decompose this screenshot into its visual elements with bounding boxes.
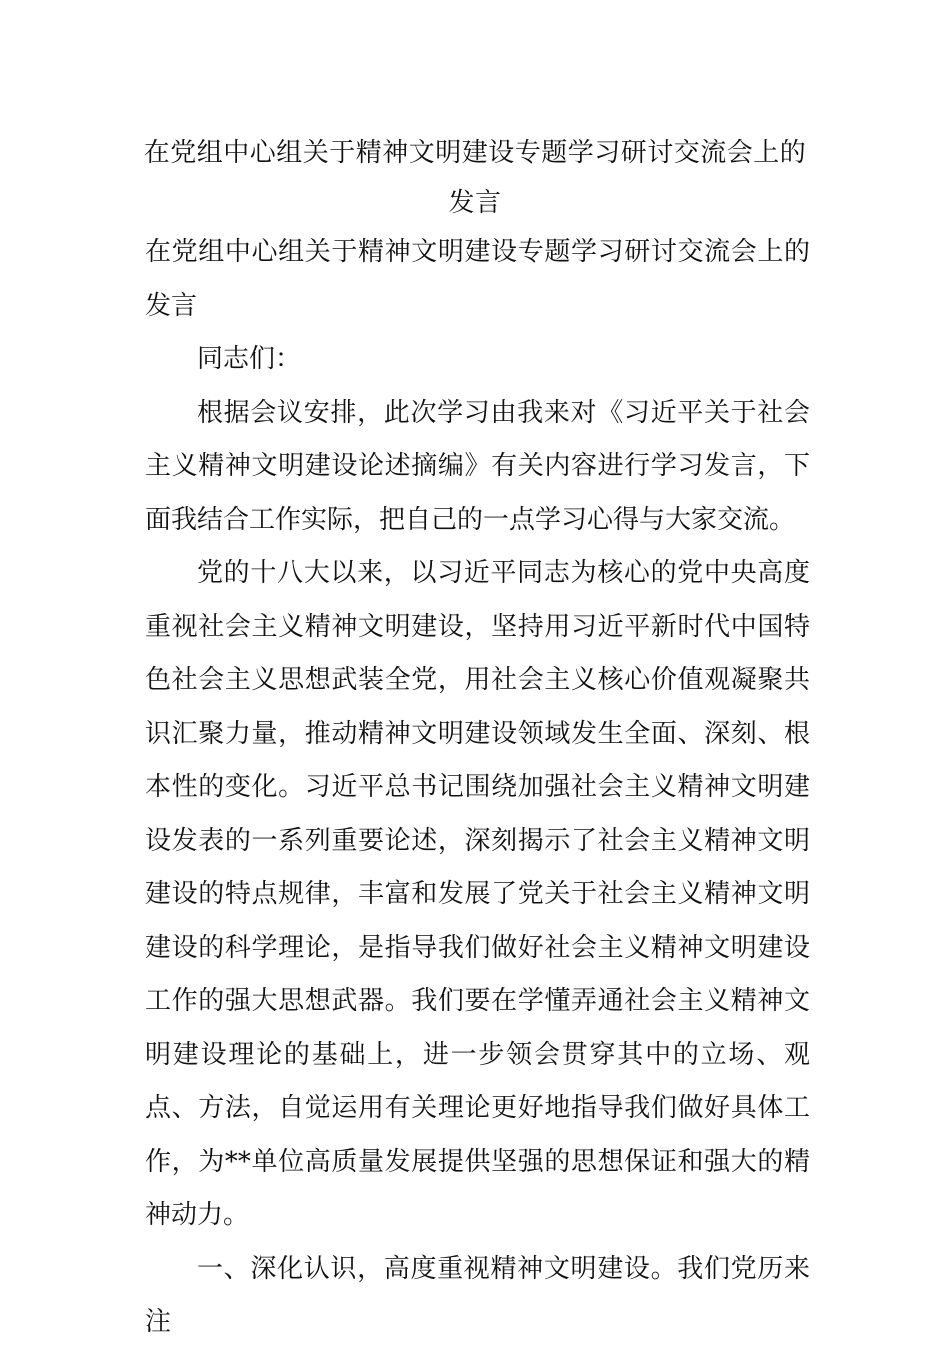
- paragraph-section-one: 一、深化认识，高度重视精神文明建设。我们党历来注: [145, 1253, 810, 1337]
- salutation: 同志们：: [197, 344, 302, 374]
- paragraph-main: 党的十八大以来，以习近平同志为核心的党中央高度重视社会主义精神文明建设，坚持用习近平新时代中国特色社会主义思想武装全党，用社会主义核心价值观凝聚共识汇聚力量，推动精神文明建设领域发生全面、深刻、根本性的变化。习近平总书记围绕加强社会主义精神文明建设发表的一系列重要论述，深刻揭示了社会主义精神文明建设的特点规律，丰富和发展了党关于社会主义精神文明建设的科学理论，是指导我们做好社会主义精神文明建设工作的强大思想武器。我们要在学懂弄通社会主义精神文明建设理论的基础上，进一步领会贯穿其中的立场、观点、方法，自觉运用有关理论更好地指导我们做好具体工作，为**单位高质量发展提供坚强的思想保证和强大的精神动力。: [145, 558, 810, 1230]
- paragraph-intro: 根据会议安排，此次学习由我来对《习近平关于社会主义精神文明建设论述摘编》有关内容进行学习发言，下面我结合工作实际，把自己的一点学习心得与大家交流。: [145, 397, 810, 535]
- document-title: 在党组中心组关于精神文明建设专题学习研讨交流会上的发言: [143, 138, 807, 218]
- document-body: [145, 226, 810, 1350]
- repeated-title: 在党组中心组关于精神文明建设专题学习研讨交流会上的发言: [145, 237, 810, 321]
